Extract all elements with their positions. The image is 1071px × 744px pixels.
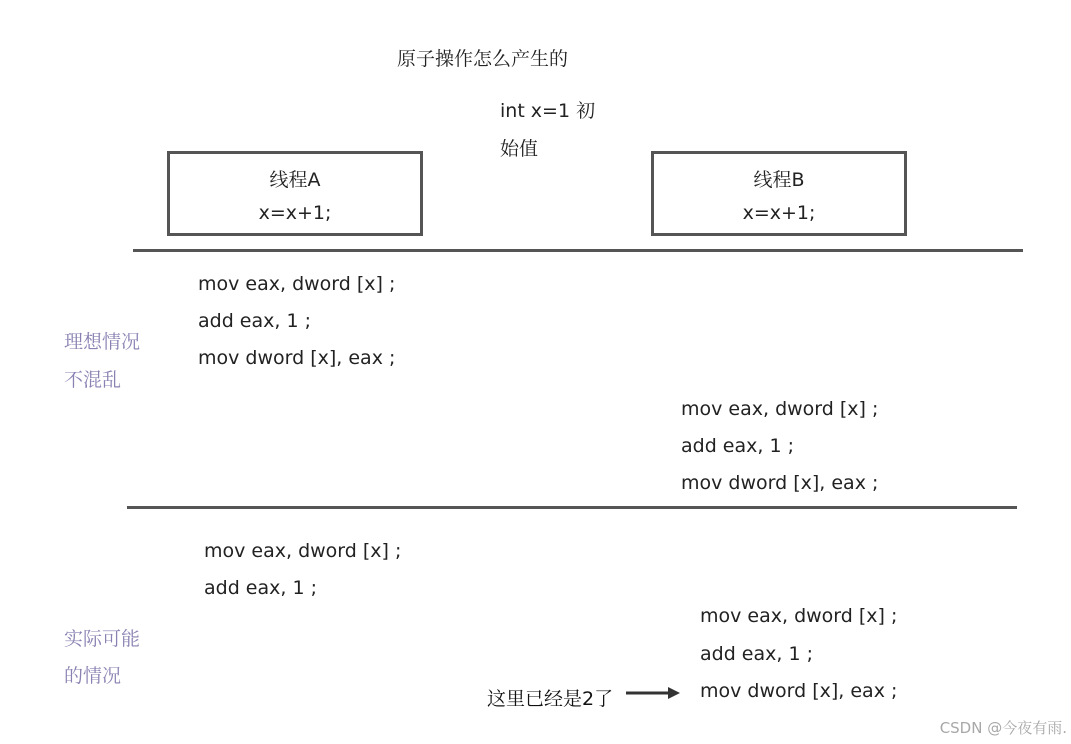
divider-bottom bbox=[127, 506, 1017, 509]
actual-a-instr-2: add eax, 1 ; bbox=[204, 577, 317, 599]
thread-a-box bbox=[167, 151, 423, 236]
thread-b-box bbox=[651, 151, 907, 236]
watermark: CSDN @今夜有雨. bbox=[939, 719, 1067, 737]
thread-a-name: 线程A bbox=[269, 169, 321, 191]
right-arrow-icon bbox=[626, 686, 680, 700]
actual-b-instr-2: add eax, 1 ; bbox=[700, 643, 813, 665]
ideal-label-line2: 不混乱 bbox=[64, 369, 122, 391]
actual-label-line2: 的情况 bbox=[64, 665, 122, 687]
ideal-b-instr-3: mov dword [x], eax ; bbox=[681, 472, 879, 494]
thread-b-code: x=x+1; bbox=[742, 202, 816, 224]
ideal-a-instr-2: add eax, 1 ; bbox=[198, 310, 311, 332]
ideal-a-instr-1: mov eax, dword [x] ; bbox=[198, 273, 396, 295]
ideal-label-line1: 理想情况 bbox=[64, 331, 141, 353]
thread-a-code: x=x+1; bbox=[258, 202, 332, 224]
init-value-line2: 始值 bbox=[500, 138, 539, 160]
actual-b-instr-3: mov dword [x], eax ; bbox=[700, 680, 898, 702]
arrow-note: 这里已经是2了 bbox=[487, 688, 614, 710]
ideal-b-instr-2: add eax, 1 ; bbox=[681, 435, 794, 457]
actual-a-instr-1: mov eax, dword [x] ; bbox=[204, 540, 402, 562]
ideal-b-instr-1: mov eax, dword [x] ; bbox=[681, 398, 879, 420]
diagram-title: 原子操作怎么产生的 bbox=[397, 48, 569, 70]
ideal-a-instr-3: mov dword [x], eax ; bbox=[198, 347, 396, 369]
divider-top bbox=[133, 249, 1023, 252]
init-value-line1: int x=1 初 bbox=[500, 100, 596, 122]
thread-b-name: 线程B bbox=[753, 169, 805, 191]
actual-label-line1: 实际可能 bbox=[64, 628, 141, 650]
actual-b-instr-1: mov eax, dword [x] ; bbox=[700, 605, 898, 627]
